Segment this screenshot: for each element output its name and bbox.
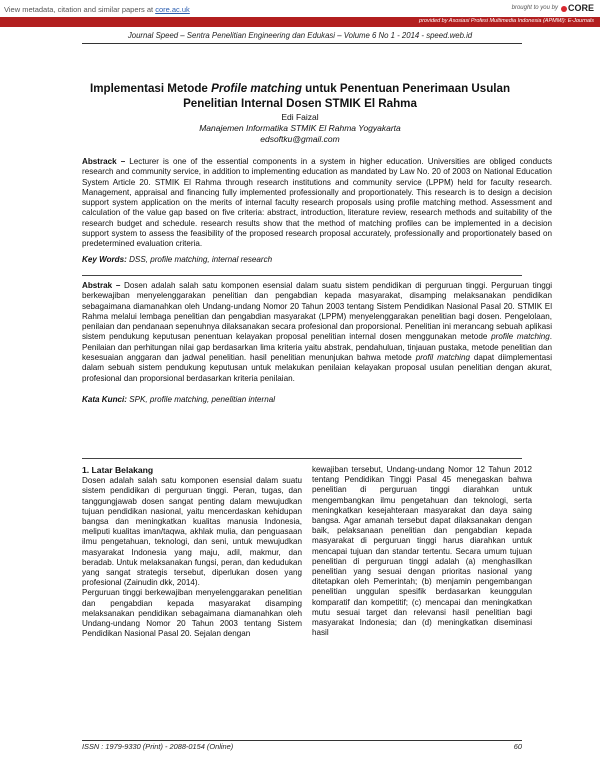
abstract-id-text-b: . Penilaian dan perhitungan nilai gap berdasarkan lima kriteria yaitu abstrak, pendahuluan, tinjauan pustaka, metode penelitian dan kesesuaian anggaran dan jadwal penelitian. hasil penelitian menunjukan bahwa metode xyxy=(82,332,553,363)
core-link-prefix: View metadata, citation and similar papers at xyxy=(4,5,156,14)
header-rule xyxy=(82,43,522,44)
provider-bar xyxy=(0,17,600,27)
author-block xyxy=(0,112,600,145)
separator-2 xyxy=(82,458,522,459)
section-title: 1. Latar Belakang xyxy=(82,465,154,475)
abstract-indonesian xyxy=(82,281,552,384)
footer xyxy=(82,742,522,751)
title-text-3: Penelitian Internal Dosen STMIK El Rahma xyxy=(183,97,417,110)
abstract-id-label: Abstrak – xyxy=(82,281,121,290)
keywords-english xyxy=(82,255,552,265)
abstract-en-label: Abstrack – xyxy=(82,157,126,166)
brought-by-text: brought to you by xyxy=(511,5,558,11)
footer-issn: ISSN : 1979-9330 (Print) - 2088-0154 (Online) xyxy=(82,742,234,751)
author-email: edsoftku@gmail.com xyxy=(260,134,340,144)
paragraph: kewajiban tersebut, Undang-undang Nomor 12 Tahun 2012 tentang Pendidikan Tinggi Pasal 45 menegaskan bahwa penelitian di perguruan tinggi diarahkan untuk mengembangkan ilmu pengetahuan dan teknologi, serta meningkatkan kesejahteraan masyarakat dan daya saing bangsa. Agar amanah tersebut dapat dilaksanakan dengan baik, pelaksanaan penelitian dan pengabdian kepada masyarakat di perguruan tinggi harus diarahkan untuk mencapai tujuan dan standar tertentu. Secara umum tujuan penelitian di perguruan tinggi adalah (a) menghasilkan penelitian yang sesuai dengan prioritas nasional yang ditetapkan oleh Pemerintah; (b) menjamin pengembangan penelitian unggulan spesifik berdasarkan keunggulan komparatif dan kompetitif; (c) mencapai dan meningkatkan mutu sesuai target dan relevansi hasil penelitian bagi masyarakat Indonesia; dan (d) meningkatkan diseminasi hasil xyxy=(312,465,532,638)
keywords-en-label: Key Words: xyxy=(82,255,127,264)
author-affiliation: Manajemen Informatika STMIK El Rahma Yogyakarta xyxy=(199,123,401,133)
separator-1 xyxy=(82,275,522,276)
paper-title xyxy=(60,81,540,111)
core-logo-label: CORE xyxy=(567,3,594,13)
title-text-1: Implementasi Metode xyxy=(89,82,212,95)
core-logo[interactable] xyxy=(561,3,594,13)
core-brand[interactable] xyxy=(512,3,594,13)
title-text-2: untuk Penentuan Penerimaan Usulan xyxy=(301,82,511,95)
abstract-english xyxy=(82,157,552,250)
abstract-id-text-a: Dosen adalah salah satu komponen esensial dalam suatu sistem pendidikan di perguruan tinggi. Perguruan tinggi berkewajiban menyelenggarakan penelitian dan pengabdian kepada masyarakat, disamping melaksanakan pendidikan sebagaimana diamanahkan oleh Undang-undang Nomor 20 Tahun 2003 tentang Sistem Pendidikan Nasional Pasal 20. STMIK El Rahma melalui lembaga penelitian dan pengabdian masyarakat (LPPM) menyelenggarakan penelitian bagi dosen. Pengelolaan, penilaian dan pendanaan sepenuhnya dilaksanakan secara profesional dan proporsional. Penelitian ini merancang sebuah aplikasi sistem pendukung keputusan penentuan kelayakan proposal penelitian internal dosen menggunakan metode xyxy=(82,281,552,342)
core-link[interactable]: core.ac.uk xyxy=(155,5,190,14)
keywords-id-label: Kata Kunci: xyxy=(82,395,127,404)
abstract-id-italic-a: profile matching xyxy=(491,332,550,342)
core-logo-icon xyxy=(561,6,567,12)
keywords-en-text: DSS, profile matching, internal research xyxy=(126,255,273,264)
paragraph: Perguruan tinggi berkewajiban menyelenggarakan penelitian dan pengabdian kepada masyarakat disamping melaksanakan pendidikan sebagaimana diamanahkan oleh Undang-undang Nomor 20 Tahun 2003 tentang Sistem Pendidikan Nasional Pasal 20. Sejalan dengan xyxy=(82,588,302,639)
provider-text[interactable]: provided by Asosiasi Profesi Multimedia Indonesia (APMMI): E-Journals xyxy=(419,18,594,24)
footer-rule xyxy=(82,740,522,741)
title-italic: Profile matching xyxy=(211,82,302,95)
paragraph: Dosen adalah salah satu komponen esensial dalam suatu sistem pendidikan di perguruan tinggi. Peran, tugas, dan tanggungjawab dosen sangat penting dalam mewujudkan tujuan pendidikan nasional, yaitu mencerdaskan kehidupan bangsa dan meningkatkan kualitas manusia Indonesia, meliputi kualitas iman/taqwa, akhlak mulia, dan penguasaan ilmu pengetahuan, teknologi, dan seni, untuk mewujudkan masyarakat Indonesia yang maju, adil, makmur, dan beradab. Untuk melaksanakan fungsi, peran, dan kedudukan yang sangat strategis tersebut, diperlukan dosen yang profesional (Zainudin dkk, 2014). xyxy=(82,476,302,588)
keywords-indonesian xyxy=(82,395,552,405)
core-metadata-text xyxy=(4,5,190,14)
body-column-right xyxy=(312,465,532,638)
body-column-left xyxy=(82,465,302,639)
abstract-id-italic-b: profil matching xyxy=(415,353,470,363)
page-number: 60 xyxy=(513,742,522,751)
abstract-id-text-c: dapat diimplementasi dalam sebuah sistem pendukung keputusan untuk melakukan penilaian kelayakan proposal usulan penelitian dengan akurat, profesional dan proporsional berdasarkan kriteria penilaian. xyxy=(82,353,552,383)
journal-header: Journal Speed – Sentra Penelitian Engineering dan Edukasi – Volume 6 No 1 - 2014 - speed.web.id xyxy=(127,31,473,40)
keywords-id-text: SPK, profile matching, penelitian internal xyxy=(126,395,276,404)
abstract-en-text: Lecturer is one of the essential components in a system in higher education. Universities are obliged conducts research and community service, in addition to implementing education as mandated by Law No. 20 of 2003 on National Education System Article 20. STMIK El Rahma through research institutions and community service (LPPM) held for faculty research. Management, appraisal and financing fully implemented professionally and proportionately. This research is to design a decision support system application on the merits of internal faculty research proposals using profile matching method. Assessment and calculation of the value gap based on five criteria: abstract, introduction, literature review, research methods and suitability of the research budget and schedule. research results show that the method of matching profiles can be implemented in a decision support system to assess the feasibility of the proposed research proposal accurately, professionally and proportionately based on predetermined evaluation criteria. xyxy=(82,157,553,249)
author-name: Edi Faizal xyxy=(281,112,319,122)
